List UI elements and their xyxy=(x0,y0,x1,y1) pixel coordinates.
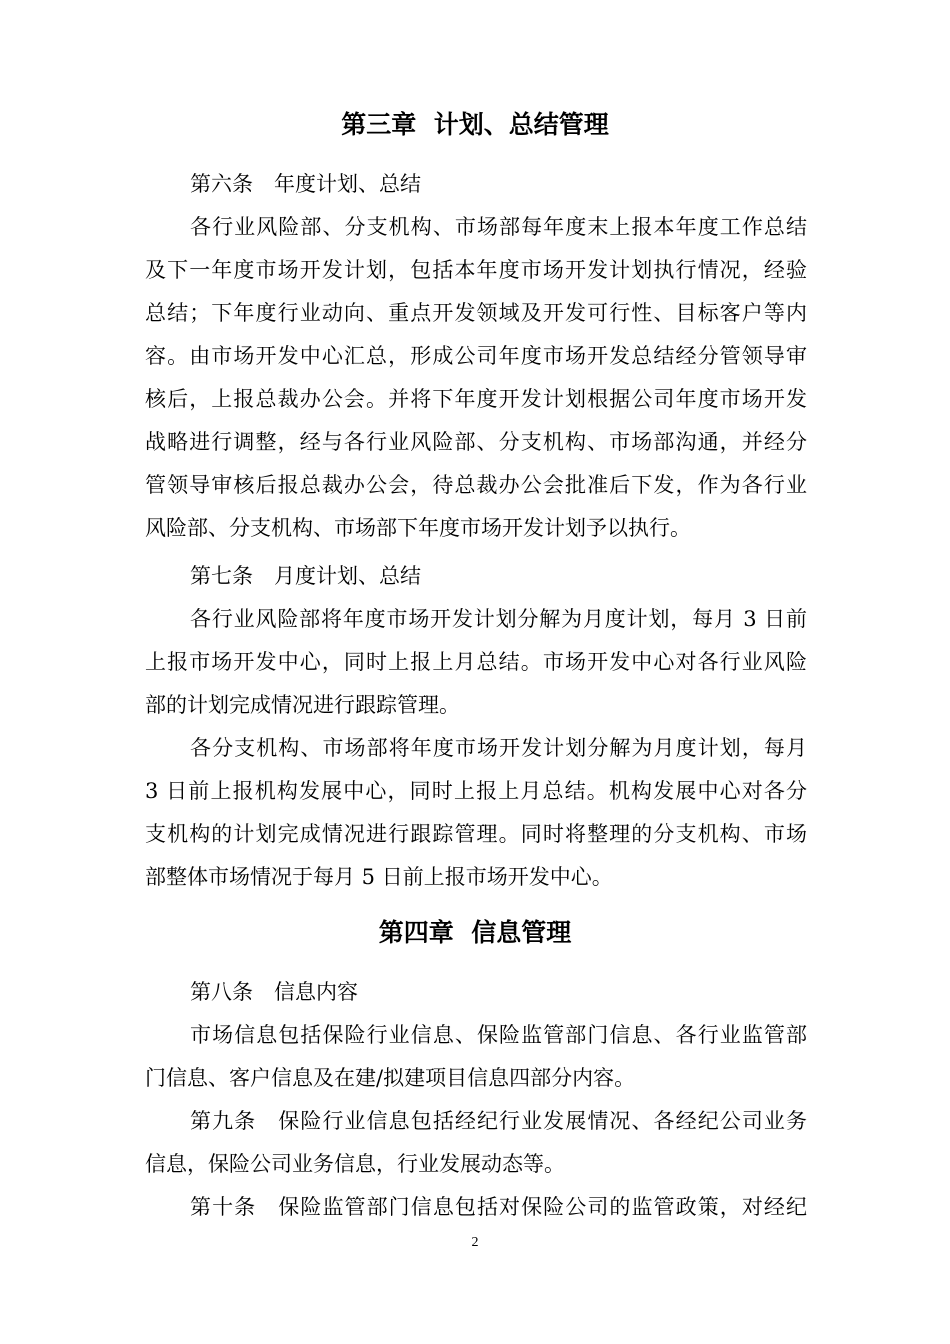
page-number: 2 xyxy=(471,1235,479,1250)
paragraph-line: 各分支机构、市场部将年度市场开发计划分解为月度计划，每月 xyxy=(190,736,807,760)
article-6-heading: 第六条 年度计划、总结 xyxy=(190,172,421,196)
paragraph-line: 市场信息包括保险行业信息、保险监管部门信息、各行业监管部 xyxy=(190,1023,807,1047)
paragraph-line: 第十条 保险监管部门信息包括对保险公司的监管政策，对经纪 xyxy=(190,1195,807,1219)
paragraph-line: 总结；下年度行业动向、重点开发领域及开发可行性、目标客户等内 xyxy=(145,301,807,325)
paragraph-line: 各行业风险部、分支机构、市场部每年度末上报本年度工作总结 xyxy=(190,215,807,239)
article-7-heading: 第七条 月度计划、总结 xyxy=(190,564,421,588)
paragraph-line: 上报市场开发中心，同时上报上月总结。市场开发中心对各行业风险 xyxy=(145,650,807,674)
paragraph-line: 部的计划完成情况进行跟踪管理。 xyxy=(145,693,460,717)
paragraph-line: 风险部、分支机构、市场部下年度市场开发计划予以执行。 xyxy=(145,516,691,540)
paragraph-line: 管领导审核后报总裁办公会，待总裁办公会批准后下发，作为各行业 xyxy=(145,473,807,497)
paragraph-line: 各行业风险部将年度市场开发计划分解为月度计划，每月 3 日前 xyxy=(190,607,807,631)
paragraph-line: 战略进行调整，经与各行业风险部、分支机构、市场部沟通，并经分 xyxy=(145,430,807,454)
paragraph-line: 及下一年度市场开发计划，包括本年度市场开发计划执行情况，经验 xyxy=(145,258,807,282)
article-8-heading: 第八条 信息内容 xyxy=(190,980,358,1004)
chapter-4-title: 第四章 信息管理 xyxy=(378,918,572,947)
paragraph-line: 信息，保险公司业务信息，行业发展动态等。 xyxy=(145,1152,565,1176)
paragraph-line: 核后，上报总裁办公会。并将下年度开发计划根据公司年度市场开发 xyxy=(145,387,807,411)
paragraph-line: 部整体市场情况于每月 5 日前上报市场开发中心。 xyxy=(145,865,613,889)
chapter-3-title: 第三章 计划、总结管理 xyxy=(341,110,609,139)
paragraph-line: 第九条 保险行业信息包括经纪行业发展情况、各经纪公司业务 xyxy=(190,1109,807,1133)
paragraph-line: 门信息、客户信息及在建/拟建项目信息四部分内容。 xyxy=(145,1066,636,1090)
paragraph-line: 支机构的计划完成情况进行跟踪管理。同时将整理的分支机构、市场 xyxy=(145,822,807,846)
paragraph-line: 容。由市场开发中心汇总，形成公司年度市场开发总结经分管领导审 xyxy=(145,344,807,368)
paragraph-line: 3 日前上报机构发展中心，同时上报上月总结。机构发展中心对各分 xyxy=(145,779,807,803)
